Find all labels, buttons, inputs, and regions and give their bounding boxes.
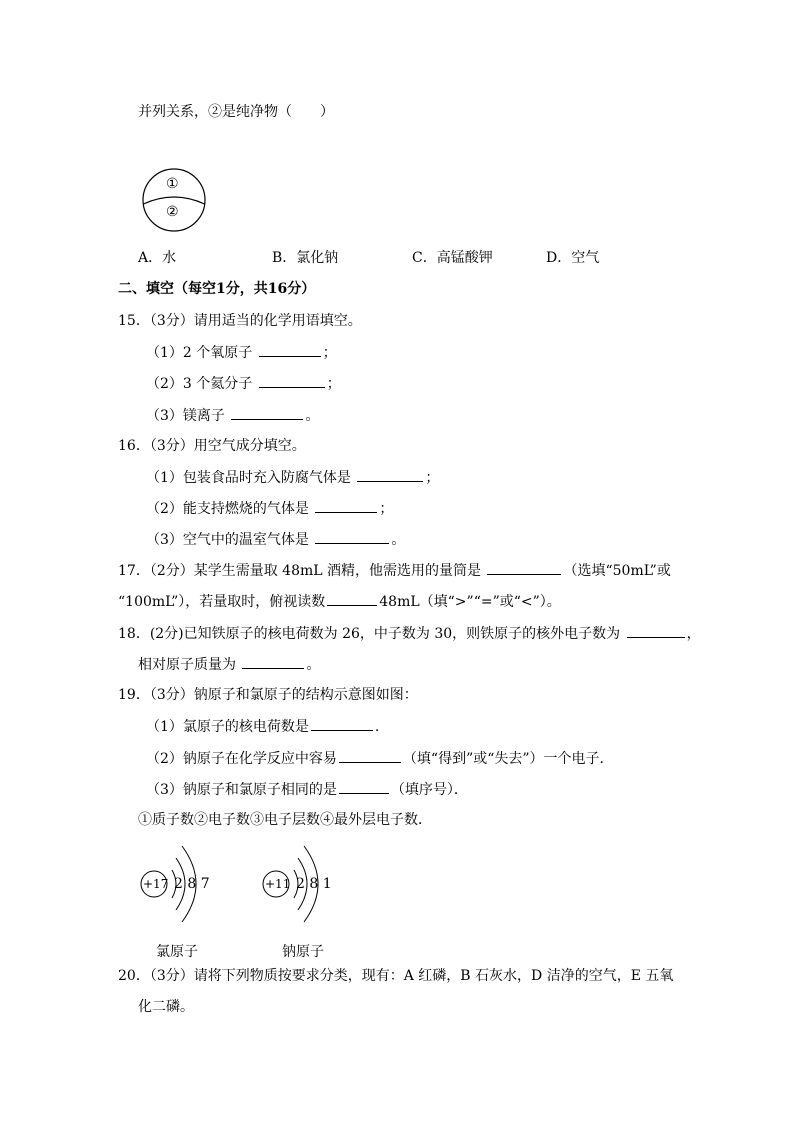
q16-blank-3[interactable] bbox=[315, 529, 389, 544]
q19-item-3 bbox=[146, 779, 468, 800]
q19-choices: ①质子数②电子数③电子层数④最外层电子数． bbox=[138, 812, 432, 828]
q16-item-1 bbox=[146, 467, 439, 488]
chlorine-nucleus-charge: +17 bbox=[143, 877, 169, 891]
q19-blank-1[interactable] bbox=[311, 716, 373, 731]
q19-item-1-punct: . bbox=[374, 719, 380, 735]
q16-stem: 16．（3分）用空气成分填空。 bbox=[118, 438, 306, 454]
q15-item-2 bbox=[146, 373, 341, 394]
section-title: 二、填空（每空1分，共16分） bbox=[118, 281, 316, 297]
diagram-label-top: ① bbox=[166, 176, 179, 192]
q14-option-a[interactable]: A．水 bbox=[138, 250, 177, 266]
q17-line-2-tail: 48mL（填“>”“=”或“<”）。 bbox=[379, 594, 561, 610]
q18-blank-1[interactable] bbox=[627, 623, 685, 638]
q14-option-c[interactable]: C．高锰酸钾 bbox=[412, 250, 493, 266]
q14-option-b[interactable]: B．氯化钠 bbox=[272, 250, 339, 266]
q17-line-1-tail: （选填“50mL”或 bbox=[563, 563, 671, 579]
q16-item-3 bbox=[146, 529, 405, 550]
sodium-nucleus-charge: +11 bbox=[265, 877, 291, 891]
q16-blank-1[interactable] bbox=[357, 467, 423, 482]
q15-item-3-text: （3）镁离子 bbox=[146, 408, 225, 424]
q18-line-2-text: 相对原子质量为 bbox=[138, 657, 236, 673]
q19-item-3-tail: （填序号）． bbox=[390, 782, 468, 798]
diagram-label-bottom: ② bbox=[166, 204, 179, 220]
q16-item-3-text: （3）空气中的温室气体是 bbox=[146, 532, 309, 548]
q16-item-2-text: （2）能支持燃烧的气体是 bbox=[146, 501, 309, 517]
q15-stem: 15．（3分）请用适当的化学用语填空。 bbox=[118, 313, 362, 329]
q18-line-1-text: 18．(2分)已知铁原子的核电荷数为 26，中子数为 30，则铁原子的核外电子数为 bbox=[118, 626, 621, 642]
chlorine-atom-caption: 氯原子 bbox=[156, 944, 198, 960]
q15-item-2-text: （2）3 个氦分子 bbox=[146, 376, 253, 392]
q17-blank-2[interactable] bbox=[327, 591, 377, 606]
q16-item-2 bbox=[146, 498, 393, 519]
q19-item-2-tail: （填“得到”或“失去”）一个电子． bbox=[402, 751, 614, 767]
q19-item-2 bbox=[146, 748, 614, 769]
q16-blank-2[interactable] bbox=[315, 498, 377, 513]
q18-line-2-tail: 。 bbox=[306, 657, 321, 673]
q19-blank-2[interactable] bbox=[339, 748, 401, 763]
sodium-atom-caption: 钠原子 bbox=[282, 944, 324, 960]
q16-item-1-text: （1）包装食品时充入防腐气体是 bbox=[146, 470, 351, 486]
q15-item-3-punct: 。 bbox=[305, 408, 320, 424]
q15-blank-2[interactable] bbox=[259, 373, 325, 388]
q16-item-3-punct: 。 bbox=[391, 532, 406, 548]
q18-line-2 bbox=[138, 654, 320, 675]
q19-item-3-text: （3）钠原子和氯原子相同的是 bbox=[146, 782, 337, 798]
q19-item-1-text: （1）氯原子的核电荷数是 bbox=[146, 719, 309, 735]
q14-option-d[interactable]: D．空气 bbox=[546, 250, 600, 266]
q15-item-1-punct: ； bbox=[322, 345, 337, 361]
q20-line-1: 20．（3分）请将下列物质按要求分类，现有：A 红磷，B 石灰水，D 洁净的空气，E 五氧 bbox=[118, 968, 674, 984]
q17-line-2-text: “100mL”），若量取时，俯视读数 bbox=[118, 594, 326, 610]
chlorine-electron-counts: 2 8 7 bbox=[174, 876, 210, 892]
sodium-electron-counts: 2 8 1 bbox=[296, 876, 332, 892]
q20-line-2: 化二磷。 bbox=[138, 999, 194, 1015]
q19-item-2-text: （2）钠原子在化学反应中容易 bbox=[146, 751, 337, 767]
q19-item-1 bbox=[146, 716, 379, 737]
q18-blank-2[interactable] bbox=[242, 654, 304, 669]
q15-item-1-text: （1）2 个氧原子 bbox=[146, 345, 253, 361]
q15-item-1 bbox=[146, 342, 337, 363]
q14-stem-tail: 并列关系，②是纯净物（ ） bbox=[138, 104, 334, 120]
q16-item-1-punct: ； bbox=[425, 470, 440, 486]
q18-line-1 bbox=[118, 623, 701, 644]
q17-line-1-text: 17．（2分）某学生需量取 48mL 酒精，他需选用的量筒是 bbox=[118, 563, 482, 579]
q15-blank-3[interactable] bbox=[231, 405, 303, 420]
q16-item-2-punct: ； bbox=[379, 501, 394, 517]
q17-line-2 bbox=[118, 591, 561, 612]
q15-item-2-punct: ； bbox=[326, 376, 341, 392]
q18-line-1-tail: ， bbox=[686, 626, 701, 642]
q17-blank-1[interactable] bbox=[487, 560, 561, 575]
q15-item-3 bbox=[146, 405, 319, 426]
q15-blank-1[interactable] bbox=[259, 342, 321, 357]
q17-line-1 bbox=[118, 560, 671, 581]
q19-blank-3[interactable] bbox=[339, 779, 389, 794]
q19-stem: 19．（3分）钠原子和氯原子的结构示意图如图： bbox=[118, 687, 418, 703]
